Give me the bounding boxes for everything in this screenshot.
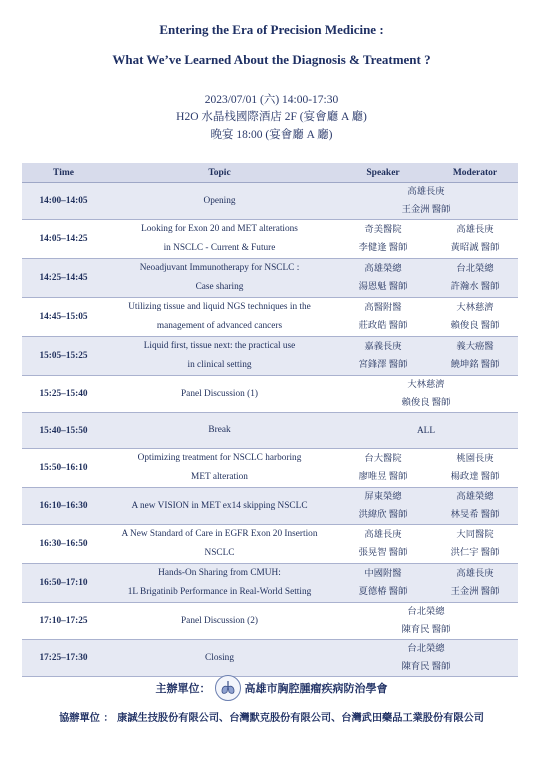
speaker-line: 高醫附醫 <box>364 303 402 313</box>
moderator-cell <box>432 337 518 376</box>
moderator-line: 台北榮總 <box>456 264 494 274</box>
time-cell: 14:25–14:45 <box>22 259 105 298</box>
moderator-line: 桃園長庚 <box>456 454 494 464</box>
table-row <box>22 298 518 337</box>
lungs-logo-icon <box>215 675 241 701</box>
speaker-line: 奇美醫院 <box>364 225 402 235</box>
speaker-line: 中國附醫 <box>364 569 402 579</box>
table-row <box>22 449 518 488</box>
moderator-cell <box>432 564 518 603</box>
moderator-line: 許瀚水 醫師 <box>450 282 500 292</box>
topic-line: Optimizing treatment for NSCLC harboring <box>137 453 302 463</box>
topic-line: Looking for Exon 20 and MET alterations <box>141 224 298 234</box>
moderator-line: 高雄長庚 <box>456 569 494 579</box>
speaker-cell <box>334 525 432 564</box>
table-row <box>22 337 518 376</box>
moderator-line: 洪仁宇 醫師 <box>450 548 500 558</box>
topic-line: Liquid first, tissue next: the practical use <box>143 341 296 351</box>
topic-line: NSCLC <box>204 548 235 558</box>
topic-line: Break <box>208 425 231 435</box>
person-line: 賴俊良 醫師 <box>401 398 451 408</box>
event-venue: H2O 水晶栈國際酒店 2F (宴會廳 A 廳) <box>176 111 367 123</box>
moderator-line: 饒坤銘 醫師 <box>450 360 500 370</box>
speaker-line: 張晃智 醫師 <box>358 548 408 558</box>
event-date: 2023/07/01 (六) 14:00-17:30 <box>204 94 339 106</box>
time-cell: 15:50–16:10 <box>22 449 105 488</box>
person-line: 台北榮總 <box>407 644 445 654</box>
topic-line: Panel Discussion (1) <box>181 388 258 399</box>
moderator-cell <box>432 525 518 564</box>
moderator-line: 義大癌醫 <box>456 342 494 352</box>
topic-cell <box>105 298 334 337</box>
time-cell: 15:25–15:40 <box>22 376 105 413</box>
col-header-moderator: Moderator <box>432 163 518 183</box>
topic-cell <box>105 259 334 298</box>
topic-line: 1L Brigatinib Performance in Real-World Setting <box>127 587 312 597</box>
topic-line: management of advanced cancers <box>156 321 283 331</box>
topic-cell <box>105 488 334 525</box>
time-cell: 16:30–16:50 <box>22 525 105 564</box>
person-line: 大林慈濟 <box>407 380 445 390</box>
moderator-line: 大林慈濟 <box>456 303 494 313</box>
moderator-cell <box>432 220 518 259</box>
person-line: 陳育民 醫師 <box>401 625 451 635</box>
person-line: 台北榮總 <box>407 607 445 617</box>
dinner-info: 晚宴 18:00 (宴會廳 A 廳) <box>210 129 333 141</box>
speaker-line: 宮鋒澤 醫師 <box>358 360 408 370</box>
speaker-line: 洪緯欣 醫師 <box>358 510 408 520</box>
table-row <box>22 640 518 677</box>
speaker-line: 台大醫院 <box>364 454 402 464</box>
speaker-line: 高雄長庚 <box>364 530 402 540</box>
moderator-line: 高雄長庚 <box>456 225 494 235</box>
table-row <box>22 564 518 603</box>
topic-cell <box>105 564 334 603</box>
table-row <box>22 259 518 298</box>
time-cell: 14:05–14:25 <box>22 220 105 259</box>
organizer-label: 主辦單位： <box>155 682 211 695</box>
col-header-speaker: Speaker <box>334 163 432 183</box>
table-row <box>22 220 518 259</box>
speaker-cell <box>334 259 432 298</box>
topic-cell <box>105 337 334 376</box>
agenda-table <box>22 163 518 677</box>
moderator-cell <box>432 449 518 488</box>
speaker-cell <box>334 449 432 488</box>
table-row <box>22 413 518 449</box>
co-organizers: 協辦單位 ： 康誠生技股份有限公司、台灣默克股份有限公司、台灣武田藥品工業股份有限公司 <box>59 713 484 724</box>
speaker-line: 嘉義長庚 <box>364 342 402 352</box>
speaker-line: 莊政皓 醫師 <box>358 321 408 331</box>
moderator-line: 賴俊良 醫師 <box>450 321 500 331</box>
speaker-moderator-cell <box>334 640 518 677</box>
speaker-moderator-cell <box>334 376 518 413</box>
time-cell: 17:10–17:25 <box>22 603 105 640</box>
moderator-cell <box>432 488 518 525</box>
speaker-cell <box>334 220 432 259</box>
time-cell: 16:50–17:10 <box>22 564 105 603</box>
speaker-moderator-cell <box>334 183 518 220</box>
moderator-line: 黃昭誠 醫師 <box>450 243 500 253</box>
time-cell: 16:10–16:30 <box>22 488 105 525</box>
topic-cell <box>105 449 334 488</box>
speaker-moderator-cell <box>334 603 518 640</box>
speaker-line: 廖唯昱 醫師 <box>358 472 408 482</box>
moderator-line: 楊政達 醫師 <box>450 472 500 482</box>
agenda-body <box>22 183 518 677</box>
topic-cell <box>105 376 334 413</box>
person-line: 高雄長庚 <box>407 187 445 197</box>
topic-line: Utilizing tissue and liquid NGS techniques in the <box>128 302 311 312</box>
moderator-line: 大同醫院 <box>456 530 494 540</box>
topic-cell <box>105 413 334 449</box>
time-cell: 15:05–15:25 <box>22 337 105 376</box>
table-row <box>22 603 518 640</box>
table-header-row <box>22 163 518 183</box>
speaker-line: 湯恩魁 醫師 <box>358 282 408 292</box>
speaker-line: 李健逢 醫師 <box>358 243 408 253</box>
col-header-time: Time <box>22 163 105 183</box>
person-line: 王金洲 醫師 <box>401 205 451 215</box>
topic-cell <box>105 525 334 564</box>
title-line-1: Entering the Era of Precision Medicine : <box>159 22 384 37</box>
speaker-cell <box>334 337 432 376</box>
title-line-2: What We’ve Learned About the Diagnosis & Treatment ? <box>112 52 431 67</box>
table-row <box>22 183 518 220</box>
col-header-topic: Topic <box>105 163 334 183</box>
moderator-line: 林旻希 醫師 <box>450 510 500 520</box>
table-row <box>22 525 518 564</box>
topic-line: MET alteration <box>191 472 248 482</box>
organizer-line <box>0 676 543 700</box>
topic-line: Opening <box>203 195 236 206</box>
time-cell: 14:00–14:05 <box>22 183 105 220</box>
topic-line: Case sharing <box>195 282 244 292</box>
moderator-cell <box>432 259 518 298</box>
speaker-cell <box>334 564 432 603</box>
speaker-cell <box>334 298 432 337</box>
moderator-line: 高雄榮總 <box>456 492 494 502</box>
topic-line: A New Standard of Care in EGFR Exon 20 Insertion <box>121 529 318 539</box>
moderator-line: 王金洲 醫師 <box>450 587 500 597</box>
speaker-cell <box>334 488 432 525</box>
topic-line: A new VISION in MET ex14 skipping NSCLC <box>131 500 308 511</box>
topic-line: in clinical setting <box>187 360 252 370</box>
topic-line: Panel Discussion (2) <box>181 615 258 626</box>
topic-cell <box>105 220 334 259</box>
time-cell: 15:40–15:50 <box>22 413 105 449</box>
topic-line: in NSCLC - Current & Future <box>163 243 276 253</box>
person-line: ALL <box>416 425 436 436</box>
speaker-line: 屏東榮總 <box>364 492 402 502</box>
organizer-name: 高雄市胸腔腫瘤疾病防治學會 <box>244 682 388 695</box>
moderator-cell <box>432 298 518 337</box>
person-line: 陳育民 醫師 <box>401 662 451 672</box>
table-row <box>22 488 518 525</box>
topic-cell <box>105 640 334 677</box>
speaker-line: 夏德椿 醫師 <box>358 587 408 597</box>
topic-line: Neoadjuvant Immunotherapy for NSCLC : <box>139 263 300 273</box>
topic-cell <box>105 183 334 220</box>
topic-cell <box>105 603 334 640</box>
time-cell: 17:25–17:30 <box>22 640 105 677</box>
speaker-moderator-cell <box>334 413 518 449</box>
table-row <box>22 376 518 413</box>
topic-line: Closing <box>205 652 234 663</box>
speaker-line: 高雄榮總 <box>364 264 402 274</box>
time-cell: 14:45–15:05 <box>22 298 105 337</box>
topic-line: Hands-On Sharing from CMUH: <box>158 568 281 578</box>
